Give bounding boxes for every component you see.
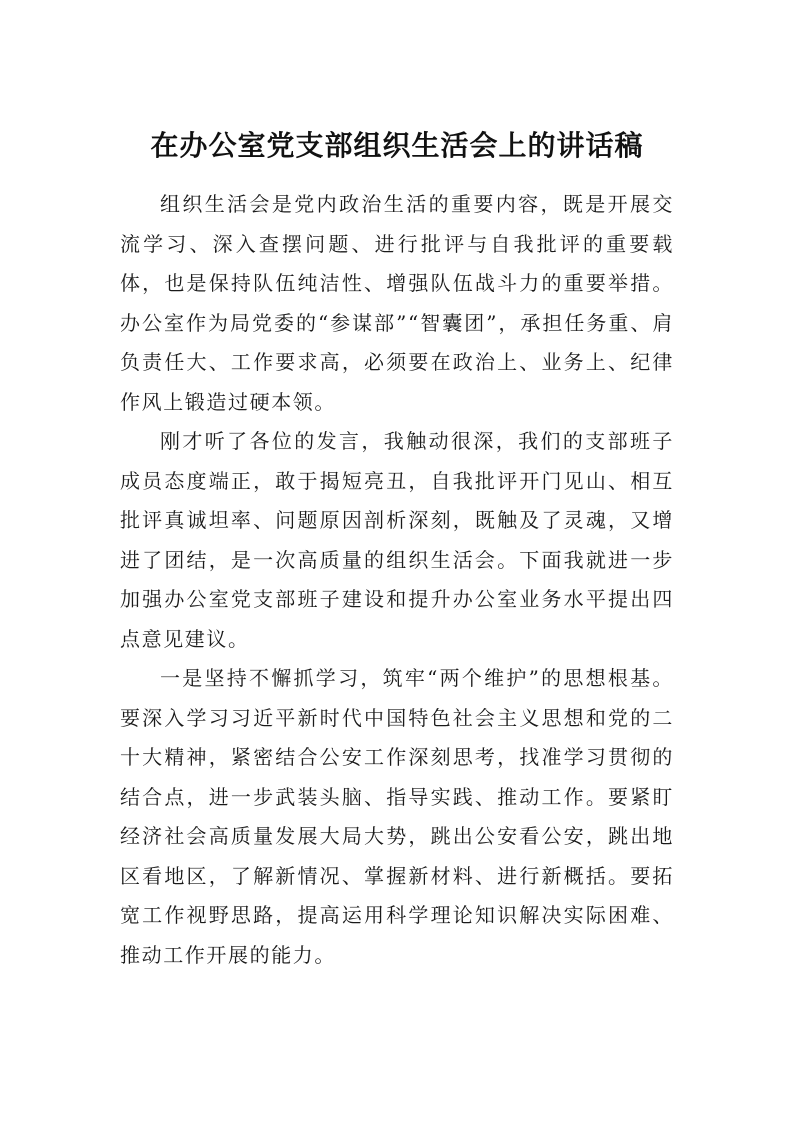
paragraph-1: 组织生活会是党内政治生活的重要内容，既是开展交流学习、深入查摆问题、进行批评与自我批评的重要载体，也是保持队伍纯洁性、增强队伍战斗力的重要举措。办公室作为局党委的“参谋部”“智囊团”，承担任务重、肩负责任大、工作要求高，必须要在政治上、业务上、纪律作风上锻造过硬本领。 bbox=[120, 192, 674, 414]
document-body bbox=[120, 185, 674, 975]
document-title: 在办公室党支部组织生活会上的讲话稿 bbox=[150, 129, 644, 162]
paragraph-2: 刚才听了各位的发言，我触动很深，我们的支部班子成员态度端正，敢于揭短亮丑，自我批评开门见山、相互批评真诚坦率、问题原因剖析深刻，既触及了灵魂，又增进了团结，是一次高质量的组织生活会。下面我就进一步加强办公室党支部班子建设和提升办公室业务水平提出四点意见建议。 bbox=[120, 429, 674, 651]
paragraph-3: 一是坚持不懈抓学习，筑牢“两个维护”的思想根基。要深入学习习近平新时代中国特色社会主义思想和党的二十大精神，紧密结合公安工作深刻思考，找准学习贯彻的结合点，进一步武装头脑、指导实践、推动工作。要紧盯经济社会高质量发展大局大势，跳出公安看公安，跳出地区看地区，了解新情况、掌握新材料、进行新概括。要拓宽工作视野思路，提高运用科学理论知识解决实际困难、推动工作开展的能力。 bbox=[120, 666, 674, 967]
